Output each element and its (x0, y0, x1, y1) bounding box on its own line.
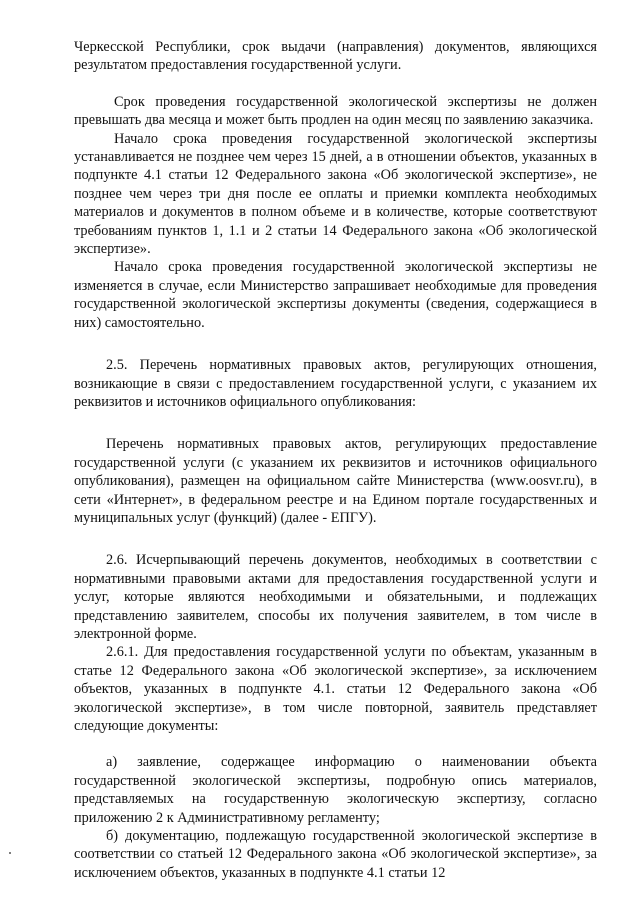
paragraph-continuation: Черкесской Республики, срок выдачи (направления) документов, являющихся результатом предоставления государственной услуги. (74, 39, 597, 74)
scan-speck (9, 852, 11, 854)
paragraph-expertise-duration: Срок проведения государственной экологической экспертизы не должен превышать два месяца и может быть продлен на один месяц по заявлению заказчика. (74, 93, 597, 129)
paragraph-legal-acts-list: Перечень нормативных правовых актов, регулирующих предоставление государственной услуги (с указанием их реквизитов и источников официального опубликования), размещен на официальном сайте Министерства (www.oosvr.ru), в сети «Интернет», в федеральном реестре и на Едином портале государственных и муниципальных услуг (функций) (далее - ЕПГУ). (74, 436, 597, 526)
section-2-5-heading: 2.5. Перечень нормативных правовых актов, регулирующих отношения, возникающие в связи с предоставлением государственной услуги, с указанием их реквизитов и источников официального опубликования: (74, 357, 597, 410)
paragraph-expertise-start: Начало срока проведения государственной экологической экспертизы устанавливается не позднее чем через 15 дней, а в отношении объектов, указанных в подпункте 4.1 статьи 12 Федерального закона «Об экологической экспертизе», не позднее чем через три дня после ее оплаты и приемки комплекта необходимых материалов и документов в полном объеме и в количестве, которые соответствуют требованиям пунктов 1, 1.1 и 2 статьи 14 Федерального закона «Об экологической экспертизе». (74, 130, 597, 258)
document-body (74, 38, 597, 882)
section-2-6-1: 2.6.1. Для предоставления государственной услуги по объектам, указанным в статье 12 Федерального закона «Об экологической экспертизе», за исключением объектов, указанных в подпункте 4.1. статьи 12 Федерального закона «Об экологической экспертизе», в том числе повторной, заявитель представляет следующие документы: (74, 644, 597, 734)
paragraph-start-unchanged: Начало срока проведения государственной экологической экспертизы не изменяется в случае, если Министерство запрашивает необходимые для проведения государственной экологической экспертизы документы (сведения, содержащиеся в них) самостоятельно. (74, 259, 597, 331)
list-item-a: а) заявление, содержащее информацию о наименовании объекта государственной экологической экспертизы, подробную опись материалов, представляемых на государственную экологическую экспертизу, согласно приложению 2 к Административному регламенту; (74, 754, 597, 826)
list-item-b: б) документацию, подлежащую государственной экологической экспертизе в соответствии со статьей 12 Федерального закона «Об экологической экспертизе», за исключением объектов, указанных в подпункте 4.1 статьи 12 (74, 828, 597, 881)
section-2-6-heading: 2.6. Исчерпывающий перечень документов, необходимых в соответствии с нормативными правовыми актами для предоставления государственной услуги и услуг, которые являются необходимыми и обязательными, и подлежащих представлению заявителем, способы их получения заявителем, в том числе в электронной форме. (74, 552, 597, 642)
